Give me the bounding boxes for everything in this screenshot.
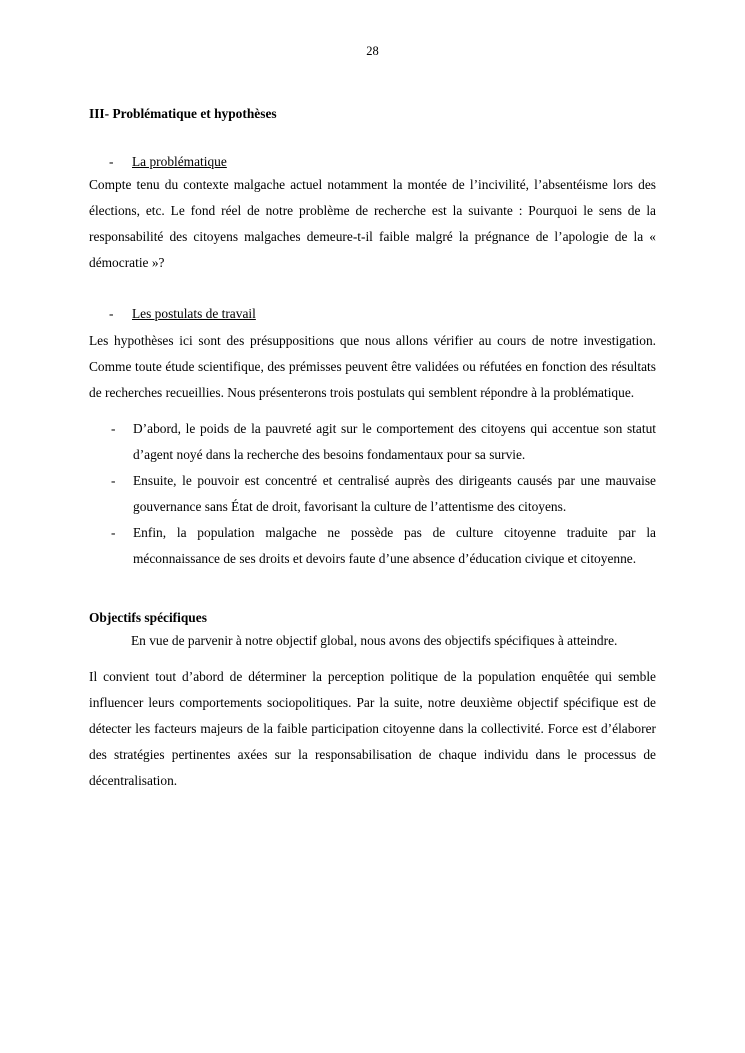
subheading-postulats-title: Les postulats de travail — [132, 306, 256, 321]
dash-bullet: - — [111, 525, 116, 540]
section-heading: III- Problématique et hypothèses — [89, 106, 277, 121]
list-item — [89, 468, 656, 520]
list-item — [89, 520, 656, 572]
subheading-postulats — [89, 304, 656, 324]
list-item-text: Ensuite, le pouvoir est concentré et centralisé auprès des dirigeants causés par une mauvaise gouvernance sans État de droit, favorisant la culture de l’attentisme des citoyens. — [133, 473, 656, 514]
dash-bullet: - — [109, 306, 114, 321]
list-item-text: Enfin, la population malgache ne possède pas de culture citoyenne traduite par la méconnaissance de ses droits et devoirs faute d’une absence d’éducation civique et citoyenne. — [133, 525, 656, 566]
postulats-list — [89, 416, 656, 572]
subheading-problematique — [89, 152, 656, 172]
objectifs-intro-paragraph: En vue de parvenir à notre objectif global, nous avons des objectifs spécifiques à atteindre. — [131, 633, 618, 648]
list-item — [89, 416, 656, 468]
list-item-text: D’abord, le poids de la pauvreté agit sur le comportement des citoyens qui accentue son statut d’agent noyé dans la recherche des besoins fondamentaux pour sa survie. — [133, 421, 656, 462]
page-number: 28 — [366, 44, 379, 58]
objectifs-heading: Objectifs spécifiques — [89, 610, 207, 625]
dash-bullet: - — [111, 421, 116, 436]
document-body — [89, 104, 656, 794]
dash-bullet: - — [111, 473, 116, 488]
subheading-problematique-title: La problématique — [132, 154, 227, 169]
dash-bullet: - — [109, 154, 114, 169]
objectifs-body-paragraph: Il convient tout d’abord de déterminer la perception politique de la population enquêtée qui semble influencer leurs comportements sociopolitiques. Par la suite, notre deuxième objectif spécifique est de détecter les facteurs majeurs de la faible participation citoyenne dans la collectivité. Force est d’élaborer des stratégies pertinentes axées sur la responsabilisation de chaque individu dans le processus de décentralisation. — [89, 669, 656, 788]
problematique-paragraph: Compte tenu du contexte malgache actuel notamment la montée de l’incivilité, l’absentéisme lors des élections, etc. Le fond réel de notre problème de recherche est la suivante : Pourquoi le sens de la responsabilité des citoyens malgaches demeure-t-il faible malgré la prégnance de l’apologie de la « démocratie »? — [89, 177, 656, 270]
postulats-paragraph: Les hypothèses ici sont des présuppositions que nous allons vérifier au cours de notre investigation. Comme toute étude scientifique, des prémisses peuvent être validées ou réfutées en fonction des résultats de recherches recueillies. Nous présenterons trois postulats qui semblent répondre à la problématique. — [89, 333, 656, 400]
